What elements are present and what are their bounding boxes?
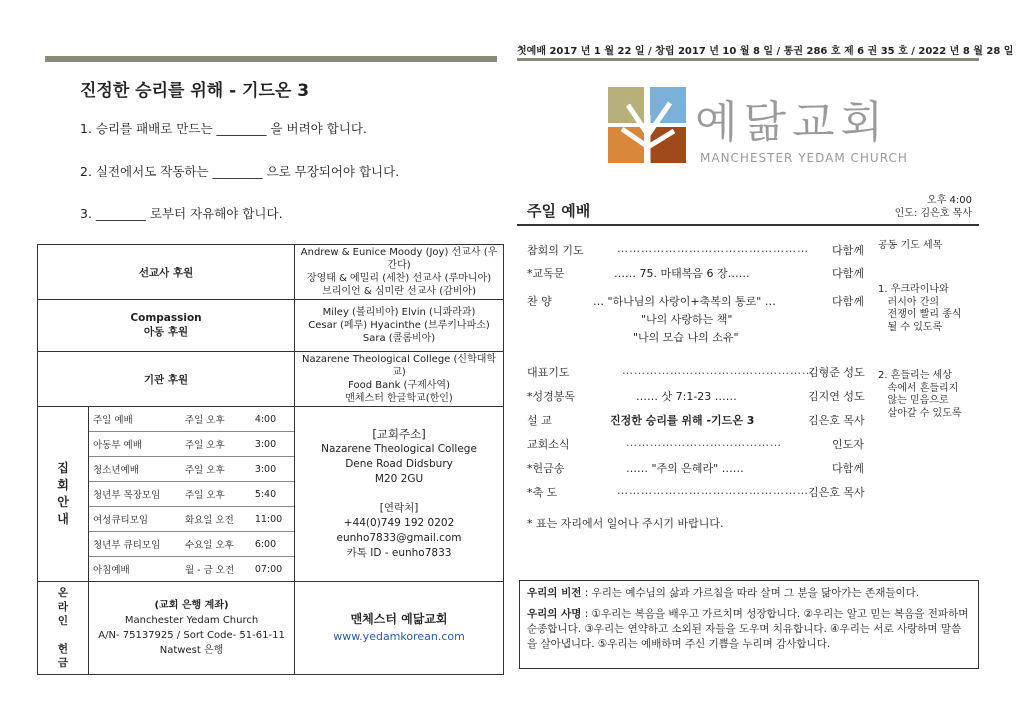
meeting-day: 수요일 오후 xyxy=(181,532,251,557)
worship-time: 오후 4:00 xyxy=(927,195,972,206)
meeting-time: 3:00 xyxy=(251,457,294,482)
order-by: 다함께 xyxy=(832,462,864,475)
order-label: 참회의 기도 xyxy=(527,244,584,257)
hymn-title: "나의 모습 나의 소유" xyxy=(633,331,739,344)
order-by: 다함께 xyxy=(832,295,864,308)
order-content: ………………………………………… xyxy=(617,242,809,255)
order-content: …… "주의 은혜라" …… xyxy=(626,462,744,475)
sermon-question-1: 1. 승리를 패배로 만드는 ________ 을 버려야 합니다. xyxy=(80,121,367,136)
meeting-row xyxy=(89,557,294,582)
order-content: … "하나님의 사랑이+축복의 통로" … xyxy=(593,295,776,308)
worship-time-block xyxy=(895,194,972,220)
order-label: 대표기도 xyxy=(527,366,570,379)
mission-support-label: 선교사 후원 xyxy=(38,245,295,300)
left-header-bar xyxy=(45,56,497,62)
bank-account xyxy=(89,582,295,675)
online-giving-label: 온 라 인 헌 금 xyxy=(38,582,89,675)
mission-support-list xyxy=(295,245,504,300)
meeting-name: 여성큐티모임 xyxy=(89,507,181,532)
meetings-list xyxy=(89,407,294,581)
meeting-row xyxy=(89,532,294,557)
meeting-day: 주일 오후 xyxy=(181,457,251,482)
order-by: 김은호 목사 xyxy=(808,486,865,499)
compassion-line: Miley (볼리비아) Elvin (니콰라과) xyxy=(322,307,476,318)
compassion-label-line: 아동 후원 xyxy=(143,326,189,338)
compassion-line: Cesar (페루) Hyacinthe (브루키나파소) xyxy=(308,320,490,331)
sermon-question-3: 3. ________ 로부터 자유해야 합니다. xyxy=(80,206,283,221)
mission-line xyxy=(527,607,971,652)
org-line: Nazarene Theological College (신학대학교) xyxy=(302,354,497,378)
sermon-question-2: 2. 실전에서도 작동하는 ________ 으로 무장되어야 합니다. xyxy=(80,164,400,179)
church-name: 맨체스터 예닮교회 xyxy=(350,612,448,626)
church-name-english: MANCHESTER YEDAM CHURCH xyxy=(700,151,908,165)
prayer-item-1: 1. 우크라이나와 러시아 간의 전쟁이 빨리 종식 될 수 있도록 xyxy=(878,284,962,333)
address-line: M20 2GU xyxy=(374,473,424,485)
church-name-korean: 예닮교회 xyxy=(695,97,890,148)
bank-title: (교회 은행 계좌) xyxy=(154,600,229,611)
bank-line: Natwest 은행 xyxy=(159,645,224,656)
prayer-item-2: 2. 흔들리는 세상 속에서 흔들리지 않는 믿음으로 살아갈 수 있도록 xyxy=(878,370,962,419)
order-by: 인도자 xyxy=(832,438,864,451)
phone-number: +44(0)749 192 0202 xyxy=(343,517,455,529)
meeting-name: 아침예배 xyxy=(93,565,130,576)
meeting-day: 주일 오후 xyxy=(181,432,251,457)
meetings-schedule xyxy=(89,407,295,582)
bank-line: Manchester Yedam Church xyxy=(124,615,259,626)
vision-mission-box xyxy=(519,580,979,669)
church-logo-icon xyxy=(608,85,688,165)
mission-line: 장영태 & 에밀리 (세찬) 선교사 (루마니아) xyxy=(306,273,492,284)
order-by: 다함께 xyxy=(832,244,864,257)
meeting-time: 11:00 xyxy=(251,507,294,532)
compassion-label xyxy=(38,300,295,352)
org-support-list xyxy=(295,352,504,407)
email-address[interactable]: eunho7833@gmail.com xyxy=(336,532,462,544)
prayer-title: 공동 기도 세목 xyxy=(878,240,943,251)
meeting-row xyxy=(89,457,294,482)
compassion-label-line: Compassion xyxy=(130,312,202,324)
meeting-name: 청년부 목장모임 xyxy=(89,482,181,507)
contact-title: [연락처] xyxy=(379,502,419,514)
church-website-block xyxy=(295,582,504,675)
vision-line xyxy=(527,586,971,601)
meeting-name: 청년부 큐티모임 xyxy=(89,532,181,557)
bank-line: A/N- 75137925 / Sort Code- 51-61-11 xyxy=(98,630,285,641)
vision-label: 우리의 비전 xyxy=(527,587,582,599)
meeting-time: 07:00 xyxy=(254,563,283,575)
org-line: 맨체스터 한글학교(한인) xyxy=(345,393,453,404)
standing-note: * 표는 자리에서 일어나 주시기 바랍니다. xyxy=(527,517,724,530)
order-by: 김지연 성도 xyxy=(808,390,865,403)
sermon-title: 진정한 승리를 위해 -기드온 3 xyxy=(610,414,755,427)
kakao-id: 카톡 ID - eunho7833 xyxy=(346,547,452,559)
order-label: *성경봉독 xyxy=(527,390,576,403)
meeting-time: 5:40 xyxy=(251,482,294,507)
address-line: Dene Road Didsbury xyxy=(345,458,453,470)
bulletin-dates: 첫예배 2017 년 1 월 22 일 / 창립 2017 년 10 월 8 일 / 통권 286 호 제 6 권 35 호 / 2022 년 8 월 28 일 xyxy=(517,46,1014,57)
order-label: 교회소식 xyxy=(527,438,570,451)
order-content: ………………………………… xyxy=(626,436,782,449)
order-by: 다함께 xyxy=(832,267,864,280)
order-content: …… 75. 마태복음 6 장…… xyxy=(614,267,750,280)
address-title: [교회주소] xyxy=(372,427,426,441)
meeting-name: 아동부 예배 xyxy=(89,432,181,457)
order-label: *교독문 xyxy=(527,267,565,280)
mission-label: 우리의 사명 xyxy=(527,608,582,620)
meeting-day: 화요일 오전 xyxy=(181,507,251,532)
meeting-name: 청소년예배 xyxy=(89,457,181,482)
meeting-row xyxy=(89,482,294,507)
hymn-title: "나의 사랑하는 책" xyxy=(641,313,733,326)
meetings-label: 집 회 안 내 xyxy=(38,407,89,582)
order-by: 김은호 목사 xyxy=(808,414,865,427)
meeting-row xyxy=(89,507,294,532)
mission-line: 브리이언 & 심미란 선교사 (감비아) xyxy=(322,286,476,297)
meeting-day: 월 - 금 오전 xyxy=(184,565,235,576)
compassion-list xyxy=(295,300,504,352)
order-by: 김형준 성도 xyxy=(808,366,865,379)
meeting-row xyxy=(89,432,294,457)
address-contact xyxy=(295,407,504,582)
mission-line: Andrew & Eunice Moody (Joy) 선교사 (우간다) xyxy=(300,247,498,271)
mission-text: : ①우리는 복음을 배우고 가르치며 성장합니다. ②우리는 알고 믿는 복음을 전파하며 순종합니다. ③우리는 연약하고 소외된 자들을 도우며 치유합니다. ④우리는 서로 사랑하며 말씀을 살아냅니다. ⑤우리는 예배하며 주신 기쁨을 누리며 감사합니다. xyxy=(527,608,969,650)
order-label: *헌금송 xyxy=(527,462,565,475)
info-table xyxy=(37,244,504,675)
order-content: ………………………………………… xyxy=(622,364,814,377)
order-label: *축 도 xyxy=(527,486,558,499)
compassion-line: Sara (콜롬비아) xyxy=(362,333,436,344)
website-link[interactable]: www.yedamkorean.com xyxy=(333,630,465,643)
org-support-label: 기관 후원 xyxy=(38,352,295,407)
worship-leader: 인도: 김은호 목사 xyxy=(894,208,972,219)
meeting-time: 6:00 xyxy=(251,532,294,557)
meeting-time: 4:00 xyxy=(251,407,294,432)
meeting-day: 주일 오후 xyxy=(181,407,251,432)
right-header-line xyxy=(517,58,979,61)
meeting-day: 주일 오후 xyxy=(181,482,251,507)
sermon-notes-title: 진정한 승리를 위해 - 기드온 3 xyxy=(80,81,310,101)
order-label: 설 교 xyxy=(527,414,552,427)
meeting-time: 3:00 xyxy=(251,432,294,457)
org-line: Food Bank (구제사역) xyxy=(348,380,450,391)
order-content: …… 삿 7:1-23 …… xyxy=(636,390,737,403)
order-content: ………………………………………… xyxy=(617,484,809,497)
worship-divider xyxy=(517,224,979,226)
meeting-row xyxy=(89,407,294,432)
worship-title: 주일 예배 xyxy=(527,202,591,220)
meeting-name: 주일 예배 xyxy=(89,407,181,432)
order-label: 찬 양 xyxy=(527,295,552,308)
address-line: Nazarene Theological College xyxy=(321,443,477,455)
vision-text: : 우리는 예수님의 삶과 가르침을 따라 살며 그 분을 닮아가는 존재들이다. xyxy=(581,587,920,599)
